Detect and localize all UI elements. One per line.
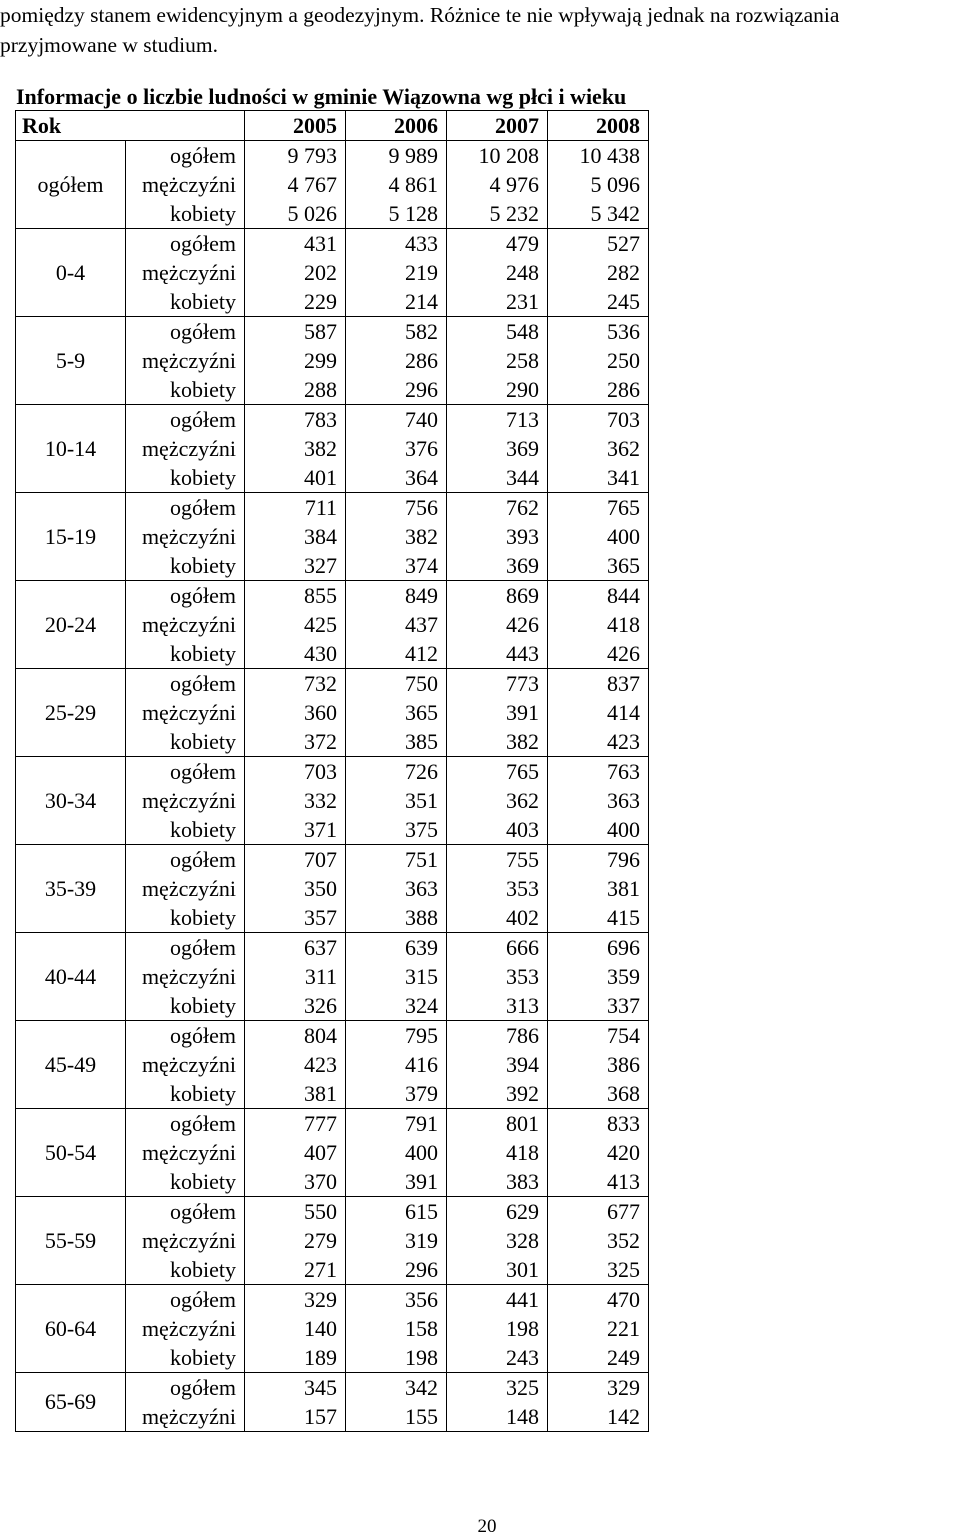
value-cell: 391	[447, 698, 548, 727]
value-cell: 430	[245, 639, 346, 669]
value-cell: 245	[548, 287, 649, 317]
value-cell: 416	[346, 1050, 447, 1079]
age-group-cell: 5-9	[16, 317, 126, 405]
value-cell: 155	[346, 1402, 447, 1432]
value-cell: 375	[346, 815, 447, 845]
value-cell: 372	[245, 727, 346, 757]
value-cell: 325	[548, 1255, 649, 1285]
year-header-cell: 2007	[447, 111, 548, 141]
value-cell: 777	[245, 1109, 346, 1139]
value-cell: 415	[548, 903, 649, 933]
value-cell: 286	[346, 346, 447, 375]
value-cell: 666	[447, 933, 548, 963]
value-cell: 615	[346, 1197, 447, 1227]
value-cell: 470	[548, 1285, 649, 1315]
value-cell: 9 793	[245, 141, 346, 171]
value-cell: 756	[346, 493, 447, 523]
sex-category-cell: ogółem	[126, 1109, 245, 1139]
sex-category-cell: mężczyźni	[126, 1314, 245, 1343]
value-cell: 363	[346, 874, 447, 903]
value-cell: 855	[245, 581, 346, 611]
value-cell: 10 208	[447, 141, 548, 171]
year-header-cell: 2008	[548, 111, 649, 141]
value-cell: 189	[245, 1343, 346, 1373]
value-cell: 385	[346, 727, 447, 757]
value-cell: 360	[245, 698, 346, 727]
year-header-cell: 2005	[245, 111, 346, 141]
age-group-cell: 50-54	[16, 1109, 126, 1197]
table-row	[16, 493, 649, 523]
value-cell: 345	[245, 1373, 346, 1403]
value-cell: 313	[447, 991, 548, 1021]
age-group-cell: 35-39	[16, 845, 126, 933]
sex-category-cell: mężczyźni	[126, 1402, 245, 1432]
value-cell: 696	[548, 933, 649, 963]
value-cell: 329	[548, 1373, 649, 1403]
value-cell: 353	[447, 874, 548, 903]
sex-category-cell: ogółem	[126, 845, 245, 875]
sex-category-cell: mężczyźni	[126, 258, 245, 287]
value-cell: 350	[245, 874, 346, 903]
value-cell: 726	[346, 757, 447, 787]
sex-category-cell: ogółem	[126, 229, 245, 259]
value-cell: 703	[245, 757, 346, 787]
value-cell: 5 232	[447, 199, 548, 229]
year-header-cell: 2006	[346, 111, 447, 141]
age-group-cell: 60-64	[16, 1285, 126, 1373]
value-cell: 386	[548, 1050, 649, 1079]
sex-category-cell: kobiety	[126, 815, 245, 845]
value-cell: 765	[447, 757, 548, 787]
age-group-cell: 0-4	[16, 229, 126, 317]
sex-category-cell: mężczyźni	[126, 698, 245, 727]
age-group-cell: 10-14	[16, 405, 126, 493]
value-cell: 258	[447, 346, 548, 375]
value-cell: 344	[447, 463, 548, 493]
table-row	[16, 141, 649, 171]
value-cell: 804	[245, 1021, 346, 1051]
value-cell: 371	[245, 815, 346, 845]
value-cell: 382	[447, 727, 548, 757]
value-cell: 157	[245, 1402, 346, 1432]
value-cell: 219	[346, 258, 447, 287]
value-cell: 639	[346, 933, 447, 963]
sex-category-cell: ogółem	[126, 581, 245, 611]
age-group-cell: 55-59	[16, 1197, 126, 1285]
sex-category-cell: mężczyźni	[126, 786, 245, 815]
value-cell: 221	[548, 1314, 649, 1343]
value-cell: 202	[245, 258, 346, 287]
table-header-row	[16, 111, 649, 141]
sex-category-cell: kobiety	[126, 1343, 245, 1373]
table-row	[16, 317, 649, 347]
age-group-cell: 30-34	[16, 757, 126, 845]
value-cell: 548	[447, 317, 548, 347]
value-cell: 325	[447, 1373, 548, 1403]
value-cell: 763	[548, 757, 649, 787]
value-cell: 582	[346, 317, 447, 347]
value-cell: 587	[245, 317, 346, 347]
value-cell: 837	[548, 669, 649, 699]
value-cell: 441	[447, 1285, 548, 1315]
value-cell: 425	[245, 610, 346, 639]
value-cell: 413	[548, 1167, 649, 1197]
value-cell: 765	[548, 493, 649, 523]
value-cell: 329	[245, 1285, 346, 1315]
value-cell: 382	[346, 522, 447, 551]
value-cell: 324	[346, 991, 447, 1021]
value-cell: 296	[346, 1255, 447, 1285]
value-cell: 401	[245, 463, 346, 493]
sex-category-cell: kobiety	[126, 551, 245, 581]
intro-line: pomiędzy stanem ewidencyjnym a geodezyjnym. Różnice te nie wpływają jednak na rozwiązania	[0, 3, 840, 27]
table-row	[16, 405, 649, 435]
value-cell: 198	[447, 1314, 548, 1343]
value-cell: 796	[548, 845, 649, 875]
value-cell: 368	[548, 1079, 649, 1109]
value-cell: 290	[447, 375, 548, 405]
value-cell: 5 128	[346, 199, 447, 229]
value-cell: 10 438	[548, 141, 649, 171]
table-title: Informacje o liczbie ludności w gminie Wiązowna wg płci i wieku	[16, 84, 627, 109]
value-cell: 352	[548, 1226, 649, 1255]
sex-category-cell: kobiety	[126, 991, 245, 1021]
value-cell: 400	[346, 1138, 447, 1167]
sex-category-cell: ogółem	[126, 757, 245, 787]
sex-category-cell: mężczyźni	[126, 434, 245, 463]
sex-category-cell: mężczyźni	[126, 522, 245, 551]
sex-category-cell: kobiety	[126, 1167, 245, 1197]
sex-category-cell: mężczyźni	[126, 346, 245, 375]
value-cell: 332	[245, 786, 346, 815]
age-group-cell: 20-24	[16, 581, 126, 669]
value-cell: 379	[346, 1079, 447, 1109]
intro-text	[0, 0, 960, 60]
value-cell: 550	[245, 1197, 346, 1227]
value-cell: 400	[548, 815, 649, 845]
value-cell: 5 026	[245, 199, 346, 229]
value-cell: 328	[447, 1226, 548, 1255]
value-cell: 801	[447, 1109, 548, 1139]
value-cell: 315	[346, 962, 447, 991]
age-group-cell: 25-29	[16, 669, 126, 757]
population-table-body	[16, 111, 649, 1432]
value-cell: 327	[245, 551, 346, 581]
sex-category-cell: mężczyźni	[126, 1050, 245, 1079]
value-cell: 403	[447, 815, 548, 845]
sex-category-cell: kobiety	[126, 639, 245, 669]
sex-category-cell: ogółem	[126, 1285, 245, 1315]
value-cell: 356	[346, 1285, 447, 1315]
value-cell: 433	[346, 229, 447, 259]
value-cell: 363	[548, 786, 649, 815]
sex-category-cell: ogółem	[126, 141, 245, 171]
value-cell: 249	[548, 1343, 649, 1373]
value-cell: 359	[548, 962, 649, 991]
value-cell: 713	[447, 405, 548, 435]
value-cell: 365	[548, 551, 649, 581]
value-cell: 370	[245, 1167, 346, 1197]
sex-category-cell: kobiety	[126, 287, 245, 317]
value-cell: 629	[447, 1197, 548, 1227]
table-row	[16, 1109, 649, 1139]
value-cell: 362	[447, 786, 548, 815]
value-cell: 214	[346, 287, 447, 317]
value-cell: 286	[548, 375, 649, 405]
sex-category-cell: mężczyźni	[126, 610, 245, 639]
table-row	[16, 845, 649, 875]
value-cell: 288	[245, 375, 346, 405]
value-cell: 527	[548, 229, 649, 259]
value-cell: 423	[548, 727, 649, 757]
value-cell: 762	[447, 493, 548, 523]
sex-category-cell: kobiety	[126, 199, 245, 229]
value-cell: 382	[245, 434, 346, 463]
value-cell: 677	[548, 1197, 649, 1227]
value-cell: 383	[447, 1167, 548, 1197]
value-cell: 751	[346, 845, 447, 875]
value-cell: 5 342	[548, 199, 649, 229]
table-row	[16, 669, 649, 699]
age-group-cell: 15-19	[16, 493, 126, 581]
value-cell: 707	[245, 845, 346, 875]
value-cell: 229	[245, 287, 346, 317]
value-cell: 391	[346, 1167, 447, 1197]
value-cell: 351	[346, 786, 447, 815]
value-cell: 400	[548, 522, 649, 551]
value-cell: 376	[346, 434, 447, 463]
value-cell: 431	[245, 229, 346, 259]
value-cell: 414	[548, 698, 649, 727]
value-cell: 479	[447, 229, 548, 259]
sex-category-cell: kobiety	[126, 375, 245, 405]
value-cell: 393	[447, 522, 548, 551]
intro-line: przyjmowane w studium.	[0, 33, 218, 57]
value-cell: 158	[346, 1314, 447, 1343]
value-cell: 296	[346, 375, 447, 405]
value-cell: 248	[447, 258, 548, 287]
value-cell: 833	[548, 1109, 649, 1139]
value-cell: 250	[548, 346, 649, 375]
value-cell: 773	[447, 669, 548, 699]
table-row	[16, 757, 649, 787]
value-cell: 353	[447, 962, 548, 991]
value-cell: 740	[346, 405, 447, 435]
value-cell: 364	[346, 463, 447, 493]
value-cell: 140	[245, 1314, 346, 1343]
sex-category-cell: ogółem	[126, 1021, 245, 1051]
value-cell: 754	[548, 1021, 649, 1051]
value-cell: 365	[346, 698, 447, 727]
value-cell: 536	[548, 317, 649, 347]
value-cell: 357	[245, 903, 346, 933]
value-cell: 849	[346, 581, 447, 611]
value-cell: 437	[346, 610, 447, 639]
value-cell: 407	[245, 1138, 346, 1167]
table-row	[16, 1285, 649, 1315]
value-cell: 279	[245, 1226, 346, 1255]
year-header-label: Rok	[16, 111, 245, 141]
sex-category-cell: ogółem	[126, 1373, 245, 1403]
value-cell: 783	[245, 405, 346, 435]
value-cell: 337	[548, 991, 649, 1021]
sex-category-cell: ogółem	[126, 493, 245, 523]
value-cell: 418	[447, 1138, 548, 1167]
value-cell: 198	[346, 1343, 447, 1373]
value-cell: 392	[447, 1079, 548, 1109]
value-cell: 786	[447, 1021, 548, 1051]
sex-category-cell: mężczyźni	[126, 170, 245, 199]
value-cell: 9 989	[346, 141, 447, 171]
value-cell: 243	[447, 1343, 548, 1373]
sex-category-cell: ogółem	[126, 317, 245, 347]
value-cell: 142	[548, 1402, 649, 1432]
value-cell: 4 861	[346, 170, 447, 199]
table-row	[16, 1197, 649, 1227]
value-cell: 301	[447, 1255, 548, 1285]
value-cell: 362	[548, 434, 649, 463]
value-cell: 319	[346, 1226, 447, 1255]
value-cell: 299	[245, 346, 346, 375]
value-cell: 271	[245, 1255, 346, 1285]
sex-category-cell: kobiety	[126, 463, 245, 493]
sex-category-cell: mężczyźni	[126, 1226, 245, 1255]
value-cell: 711	[245, 493, 346, 523]
value-cell: 791	[346, 1109, 447, 1139]
value-cell: 426	[447, 610, 548, 639]
value-cell: 420	[548, 1138, 649, 1167]
population-table	[15, 110, 649, 1432]
sex-category-cell: kobiety	[126, 903, 245, 933]
sex-category-cell: kobiety	[126, 727, 245, 757]
value-cell: 423	[245, 1050, 346, 1079]
value-cell: 231	[447, 287, 548, 317]
table-row	[16, 933, 649, 963]
age-group-cell: 40-44	[16, 933, 126, 1021]
value-cell: 795	[346, 1021, 447, 1051]
value-cell: 637	[245, 933, 346, 963]
value-cell: 5 096	[548, 170, 649, 199]
value-cell: 755	[447, 845, 548, 875]
sex-category-cell: mężczyźni	[126, 874, 245, 903]
age-group-cell: 45-49	[16, 1021, 126, 1109]
value-cell: 394	[447, 1050, 548, 1079]
value-cell: 418	[548, 610, 649, 639]
value-cell: 326	[245, 991, 346, 1021]
value-cell: 381	[548, 874, 649, 903]
table-row	[16, 1021, 649, 1051]
value-cell: 443	[447, 639, 548, 669]
page-number: 20	[477, 1516, 497, 1537]
value-cell: 402	[447, 903, 548, 933]
sex-category-cell: kobiety	[126, 1079, 245, 1109]
value-cell: 703	[548, 405, 649, 435]
sex-category-cell: ogółem	[126, 669, 245, 699]
value-cell: 341	[548, 463, 649, 493]
sex-category-cell: ogółem	[126, 1197, 245, 1227]
sex-category-cell: mężczyźni	[126, 1138, 245, 1167]
age-group-cell: 65-69	[16, 1373, 126, 1432]
table-row	[16, 229, 649, 259]
value-cell: 148	[447, 1402, 548, 1432]
sex-category-cell: mężczyźni	[126, 962, 245, 991]
value-cell: 381	[245, 1079, 346, 1109]
value-cell: 750	[346, 669, 447, 699]
value-cell: 869	[447, 581, 548, 611]
value-cell: 732	[245, 669, 346, 699]
value-cell: 342	[346, 1373, 447, 1403]
value-cell: 384	[245, 522, 346, 551]
value-cell: 412	[346, 639, 447, 669]
value-cell: 282	[548, 258, 649, 287]
value-cell: 4 976	[447, 170, 548, 199]
table-row	[16, 581, 649, 611]
value-cell: 388	[346, 903, 447, 933]
sex-category-cell: ogółem	[126, 933, 245, 963]
sex-category-cell: ogółem	[126, 405, 245, 435]
table-row	[16, 1373, 649, 1403]
value-cell: 311	[245, 962, 346, 991]
sex-category-cell: kobiety	[126, 1255, 245, 1285]
value-cell: 426	[548, 639, 649, 669]
value-cell: 374	[346, 551, 447, 581]
value-cell: 844	[548, 581, 649, 611]
value-cell: 4 767	[245, 170, 346, 199]
value-cell: 369	[447, 551, 548, 581]
value-cell: 369	[447, 434, 548, 463]
age-group-cell: ogółem	[16, 141, 126, 229]
